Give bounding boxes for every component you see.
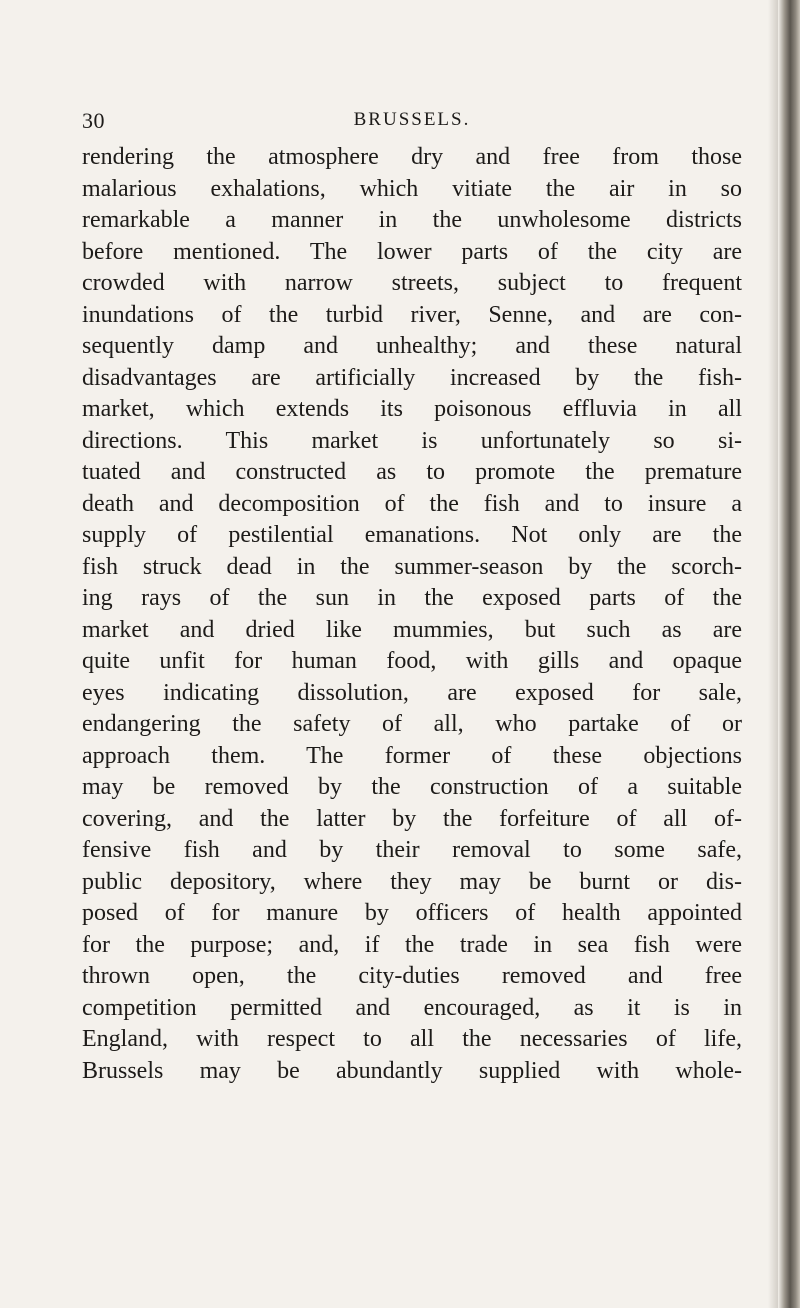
text-line: covering, and the latter by the forfeiture of all of-: [82, 805, 742, 832]
text-line: remarkable a manner in the unwholesome districts: [82, 207, 742, 233]
text-line: inundations of the turbid river, Senne, and are con-: [82, 301, 742, 328]
text-line: may be removed by the construction of a suitable: [82, 774, 742, 800]
text-line: fensive fish and by their removal to some safe,: [82, 837, 742, 863]
text-line: sequently damp and unhealthy; and these natural: [82, 333, 742, 359]
page-edge: [778, 0, 800, 1308]
page-gutter-shadow: [768, 0, 778, 1308]
text-line: market, which extends its poisonous effluvia in all: [82, 396, 742, 422]
text-line: ing rays of the sun in the exposed parts of the: [82, 585, 742, 611]
text-line: England, with respect to all the necessaries of life,: [82, 1026, 742, 1052]
text-line: before mentioned. The lower parts of the city are: [82, 238, 742, 265]
text-line: fish struck dead in the summer-season by the scorch-: [82, 553, 742, 580]
text-line: public depository, where they may be burnt or dis-: [82, 868, 742, 895]
text-line: quite unfit for human food, with gills and opaque: [82, 648, 742, 674]
text-line: thrown open, the city-duties removed and free: [82, 963, 742, 989]
text-line: market and dried like mummies, but such as are: [82, 616, 742, 643]
text-line: supply of pestilential emanations. Not only are the: [82, 522, 742, 548]
text-line: Brussels may be abundantly supplied with whole-: [82, 1057, 742, 1084]
text-line: tuated and constructed as to promote the premature: [82, 459, 742, 485]
text-line: competition permitted and encouraged, as it is in: [82, 994, 742, 1021]
running-title: BRUSSELS.: [353, 109, 471, 130]
text-line: death and decomposition of the fish and to insure a: [82, 490, 742, 517]
text-line: disadvantages are artificially increased by the fish-: [82, 364, 742, 391]
running-head: [82, 108, 742, 138]
text-line: directions. This market is unfortunately so si-: [82, 427, 742, 454]
text-line: malarious exhalations, which vitiate the air in so: [82, 175, 742, 202]
text-line: rendering the atmosphere dry and free from those: [82, 144, 742, 170]
text-line: approach them. The former of these objections: [82, 742, 742, 769]
text-line: for the purpose; and, if the trade in sea fish were: [82, 931, 742, 958]
text-line: endangering the safety of all, who partake of or: [82, 711, 742, 737]
text-line: crowded with narrow streets, subject to frequent: [82, 270, 742, 296]
text-line: posed of for manure by officers of health appointed: [82, 900, 742, 926]
body-text: [82, 142, 742, 1087]
page-number: 30: [82, 108, 105, 133]
text-line: eyes indicating dissolution, are exposed for sale,: [82, 679, 742, 706]
